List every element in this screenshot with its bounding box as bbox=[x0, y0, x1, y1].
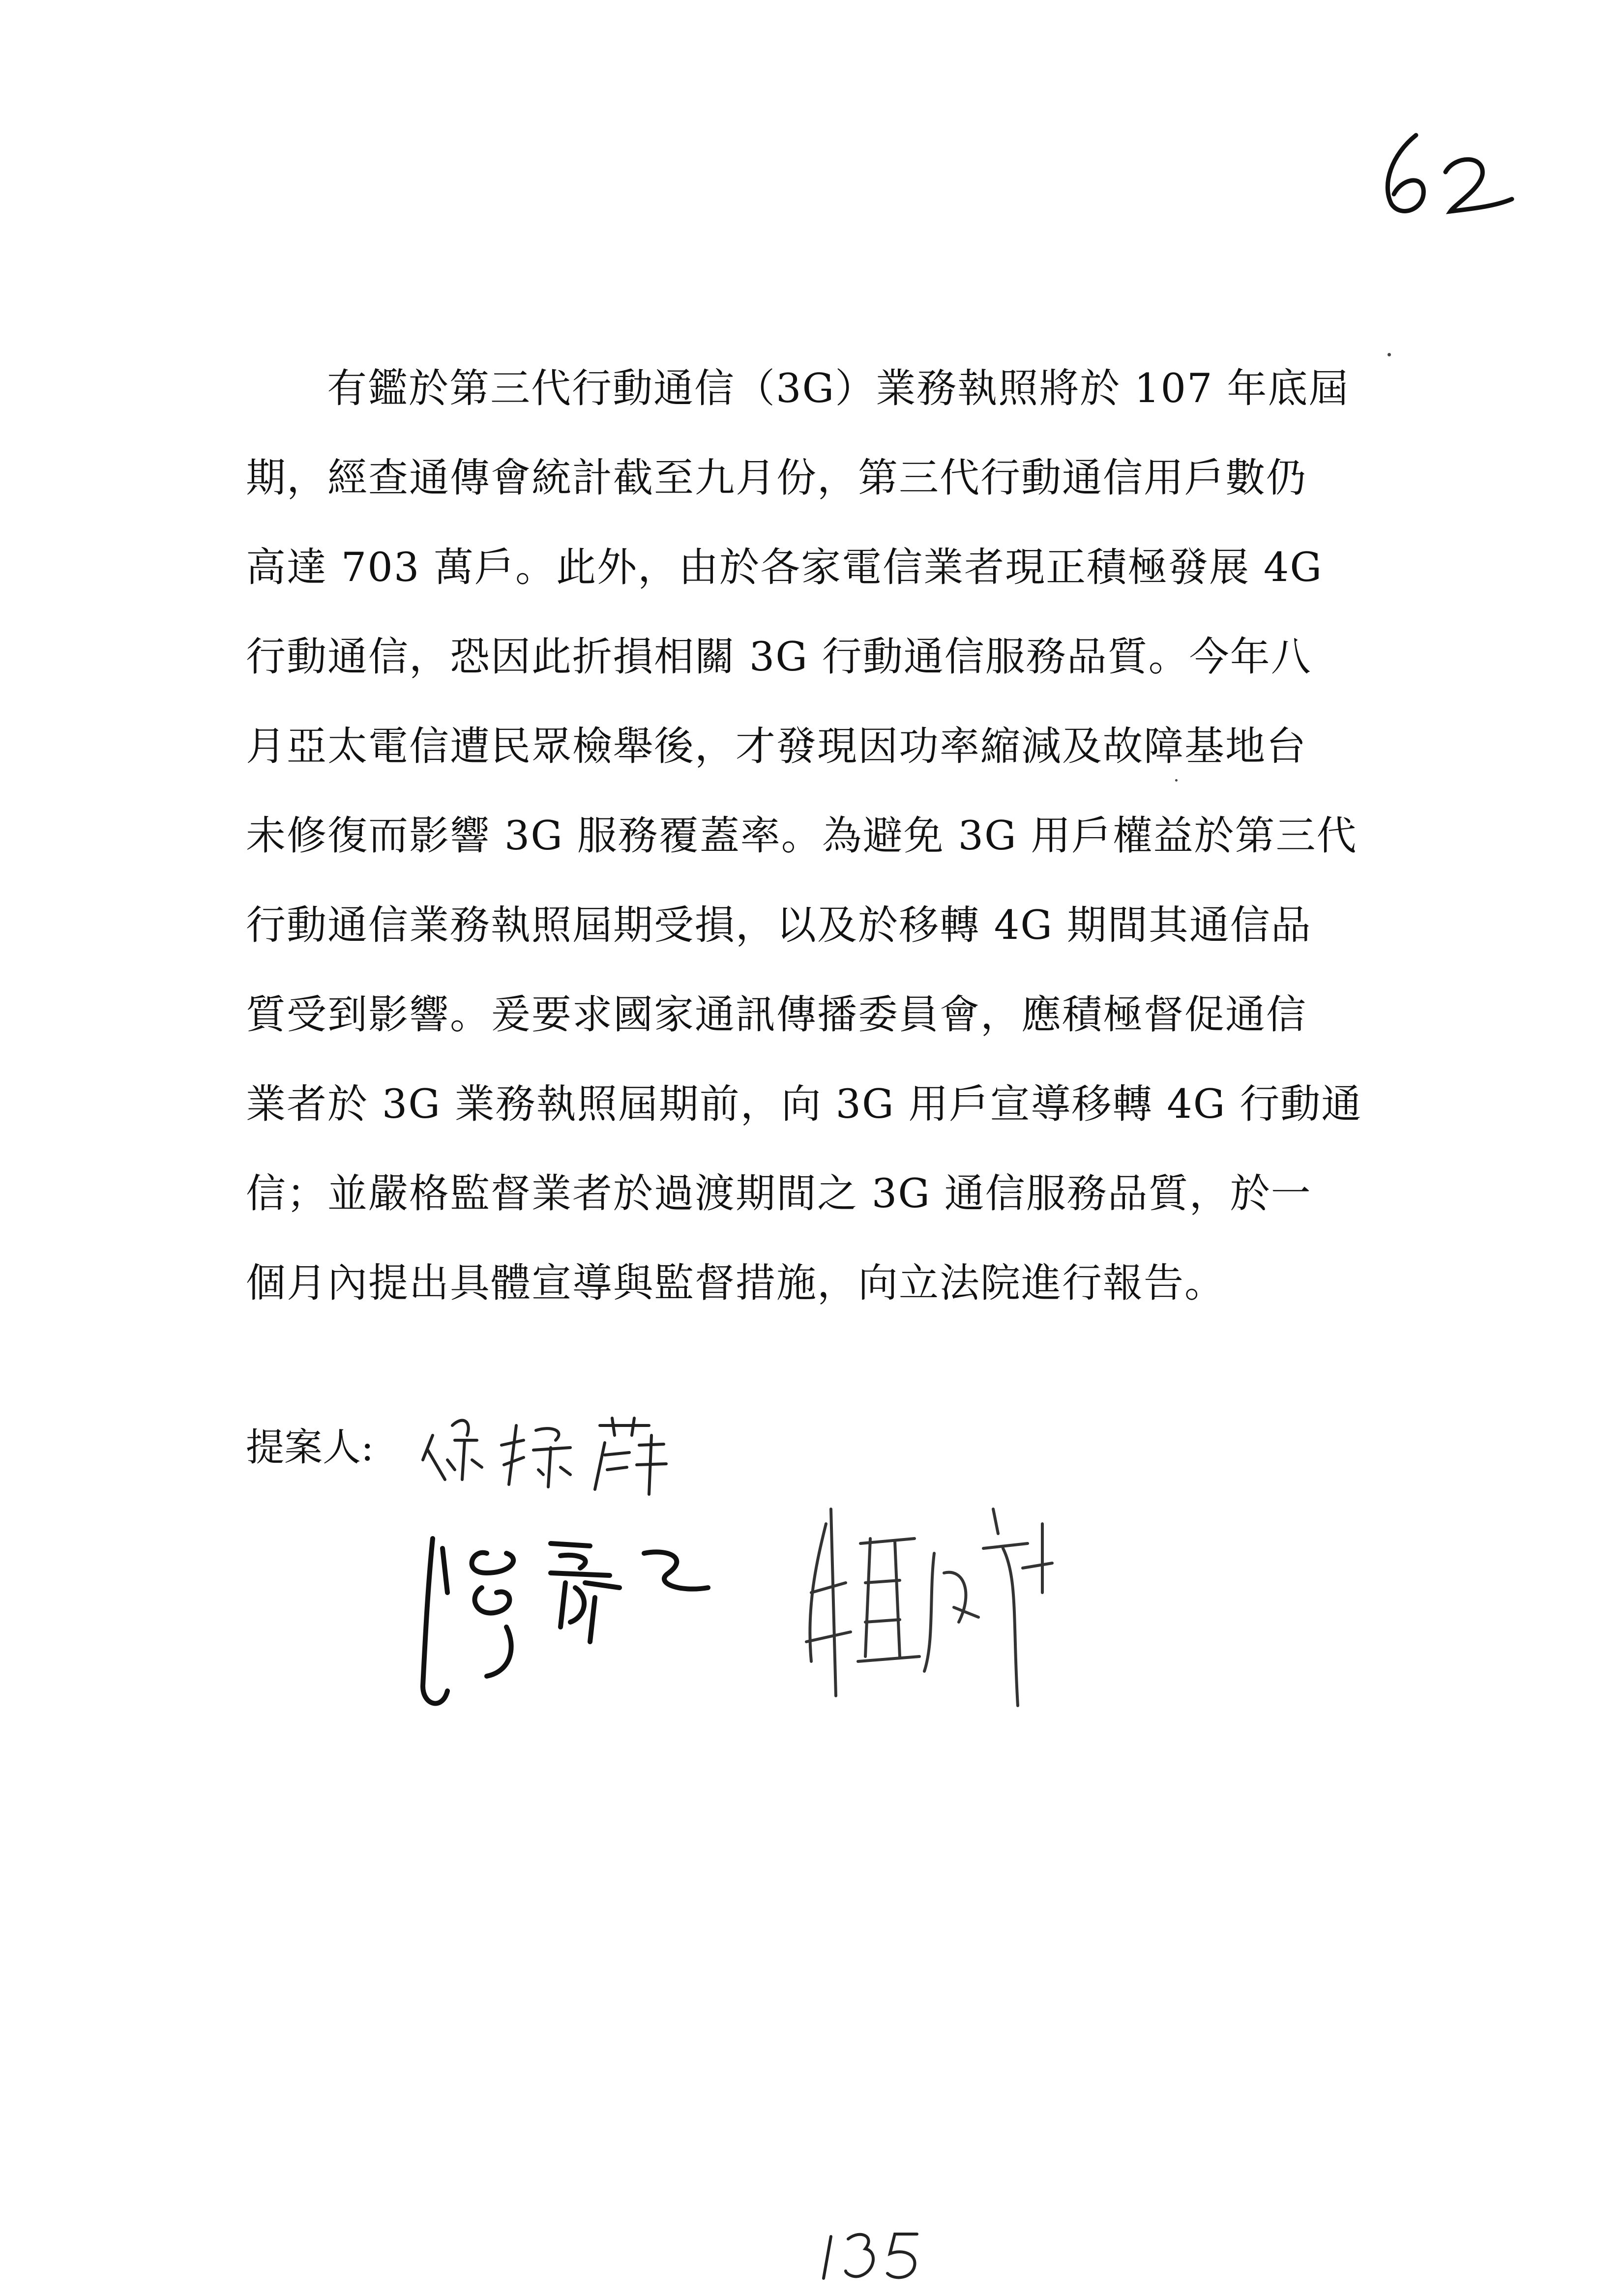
signature-3 bbox=[797, 1494, 1072, 1725]
handwritten-62-glyph bbox=[1372, 125, 1519, 224]
body-line: 業者於 3G 業務執照屆期前，向 3G 用戶宣導移轉 4G 行動通 bbox=[246, 1081, 1362, 1128]
body-line: 個月內提出具體宣導與監督措施，向立法院進行報告。 bbox=[246, 1260, 1226, 1307]
handwritten-page-number bbox=[1372, 125, 1519, 224]
signature-1 bbox=[418, 1406, 723, 1504]
handwritten-footer-page-number bbox=[816, 2222, 934, 2286]
handwritten-signature-3 bbox=[797, 1494, 1072, 1725]
body-line: 行動通信業務執照屆期受損，以及於移轉 4G 期間其通信品 bbox=[246, 902, 1312, 949]
body-line: 未修復而影響 3G 服務覆蓋率。為避免 3G 用戶權益於第三代 bbox=[246, 813, 1358, 859]
body-line: 期，經查通傳會統計截至九月份，第三代行動通信用戶數仍 bbox=[246, 455, 1307, 501]
handwritten-signature-1 bbox=[418, 1406, 723, 1504]
body-line: 行動通信，恐因此折損相關 3G 行動通信服務品質。今年八 bbox=[246, 634, 1312, 680]
scan-speck bbox=[1175, 779, 1178, 782]
scan-speck bbox=[1388, 353, 1391, 356]
handwritten-signature-2 bbox=[413, 1529, 767, 1735]
handwritten-135-glyph bbox=[816, 2222, 934, 2286]
body-line: 高達 703 萬戶。此外，由於各家電信業者現正積極發展 4G bbox=[246, 545, 1323, 591]
body-line: 信；並嚴格監督業者於過渡期間之 3G 通信服務品質，於一 bbox=[246, 1171, 1312, 1217]
motion-body-paragraph bbox=[246, 344, 1382, 1328]
body-line: 質受到影響。爰要求國家通訊傳播委員會，應積極督促通信 bbox=[246, 992, 1307, 1038]
signature-2 bbox=[413, 1529, 767, 1735]
body-line: 有鑑於第三代行動通信（3G）業務執照將於 107 年底屆 bbox=[327, 366, 1350, 412]
proposer-label: 提案人: bbox=[246, 1425, 374, 1470]
body-line: 月亞太電信遭民眾檢舉後，才發現因功率縮減及故障基地台 bbox=[246, 724, 1307, 770]
